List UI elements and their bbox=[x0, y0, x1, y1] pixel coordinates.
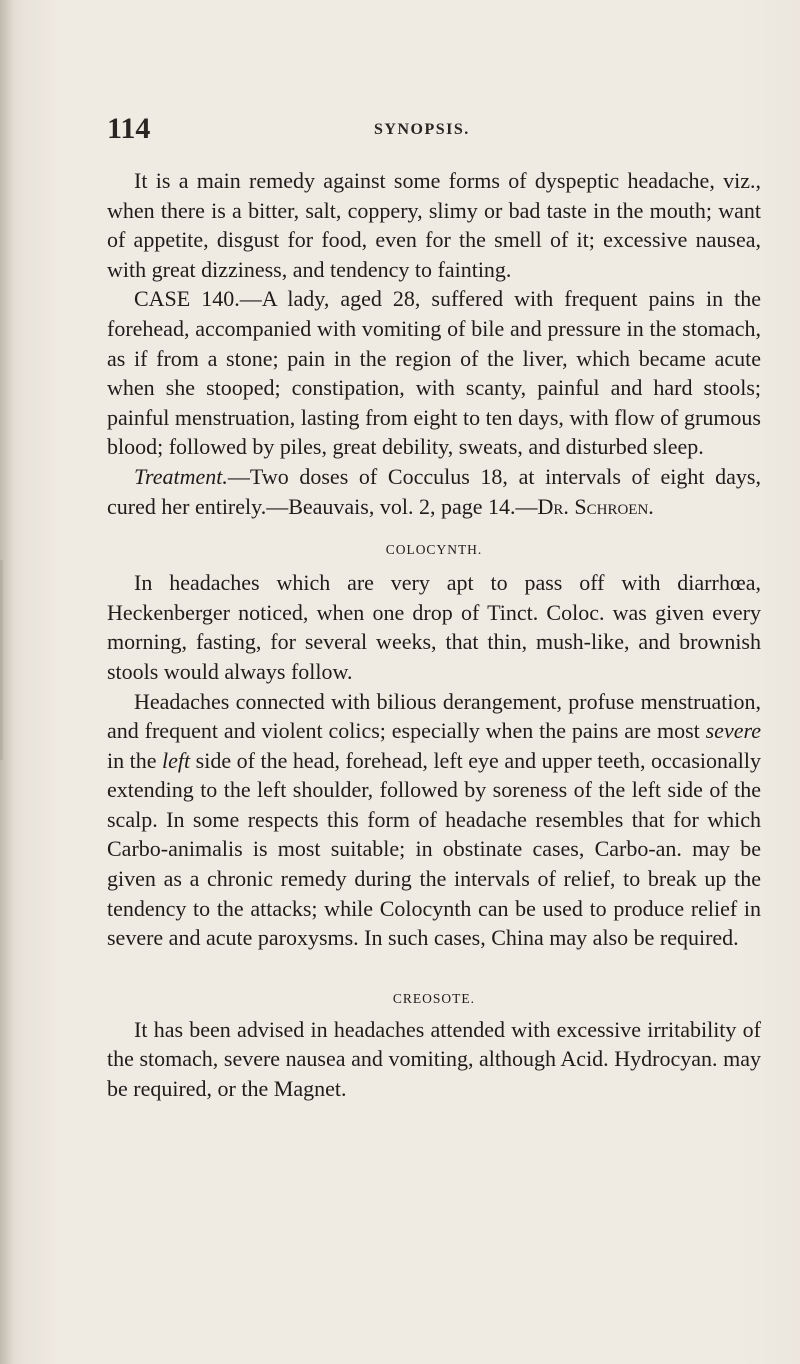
treatment-signature: Dr. Schroen. bbox=[537, 493, 654, 519]
emphasis-left: left bbox=[162, 747, 191, 773]
paragraph-bilious-headaches bbox=[107, 687, 761, 953]
treatment-text: —Two doses of Cocculus 18, at intervals of eight days, cured her entirely.—Beauvais, vol. 2, page 14.— bbox=[107, 463, 761, 519]
emphasis-severe: severe bbox=[705, 718, 761, 744]
paragraph-diarrhoea-headaches: In headaches which are very apt to pass off with diarrhœa, Heckenberger noticed, when one drop of Tinct. Coloc. was given every morning, fasting, for several weeks, that thin, mush-like, and brownish stools would always follow. bbox=[107, 570, 761, 684]
section-heading-creosote: CREOSOTE. bbox=[392, 990, 476, 1006]
paragraph-dyspeptic-headache: It is a main remedy against some forms of dyspeptic headache, viz., when there is a bitter, salt, coppery, slimy or bad taste in the mouth; want of appetite, disgust for food, even for the smell of it; excessive nausea, with great dizziness, and tendency to fainting. bbox=[107, 168, 761, 282]
bilious-text-c: side of the head, forehead, left eye and upper teeth, occasionally extending to the left shoulder, followed by soreness of the left side of the scalp. In some respects this form of headache resembles that for which Carbo-animalis is most suitable; in obstinate cases, Carbo-an. may be given as a chronic remedy during the intervals of relief, to break up the tendency to the attacks; while Colocynth can be used to produce relief in severe and acute paroxysms. In such cases, China may also be required. bbox=[107, 747, 761, 951]
paragraph-case-140: CASE 140.—A lady, aged 28, suffered with frequent pains in the forehead, accompanied with vomiting of bile and pressure in the stomach, as if from a stone; pain in the region of the liver, which became acute when she stooped; constipation, with scanty, painful and hard stools; painful menstruation, lasting from eight to ten days, with flow of grumous blood; followed by piles, great debility, sweats, and disturbed sleep. bbox=[107, 286, 761, 460]
paragraph-creosote: It has been advised in headaches attended with excessive irritability of the stomach, severe nausea and vomiting, although Acid. Hydrocyan. may be required, or the Magnet. bbox=[107, 1016, 761, 1102]
paragraph-treatment bbox=[107, 462, 761, 521]
bilious-text-b: in the bbox=[107, 747, 163, 773]
treatment-label: Treatment. bbox=[134, 463, 228, 489]
bilious-text-a: Headaches connected with bilious derangement, profuse menstruation, and frequent and violent colics; especially when the pains are most bbox=[107, 688, 761, 744]
body-text bbox=[107, 166, 761, 1104]
running-title: SYNOPSIS. bbox=[374, 121, 470, 138]
page-edge-mark bbox=[0, 560, 3, 760]
running-head bbox=[107, 112, 757, 152]
section-heading-colocynth: COLOCYNTH. bbox=[385, 542, 483, 558]
page-number: 114 bbox=[107, 112, 151, 145]
